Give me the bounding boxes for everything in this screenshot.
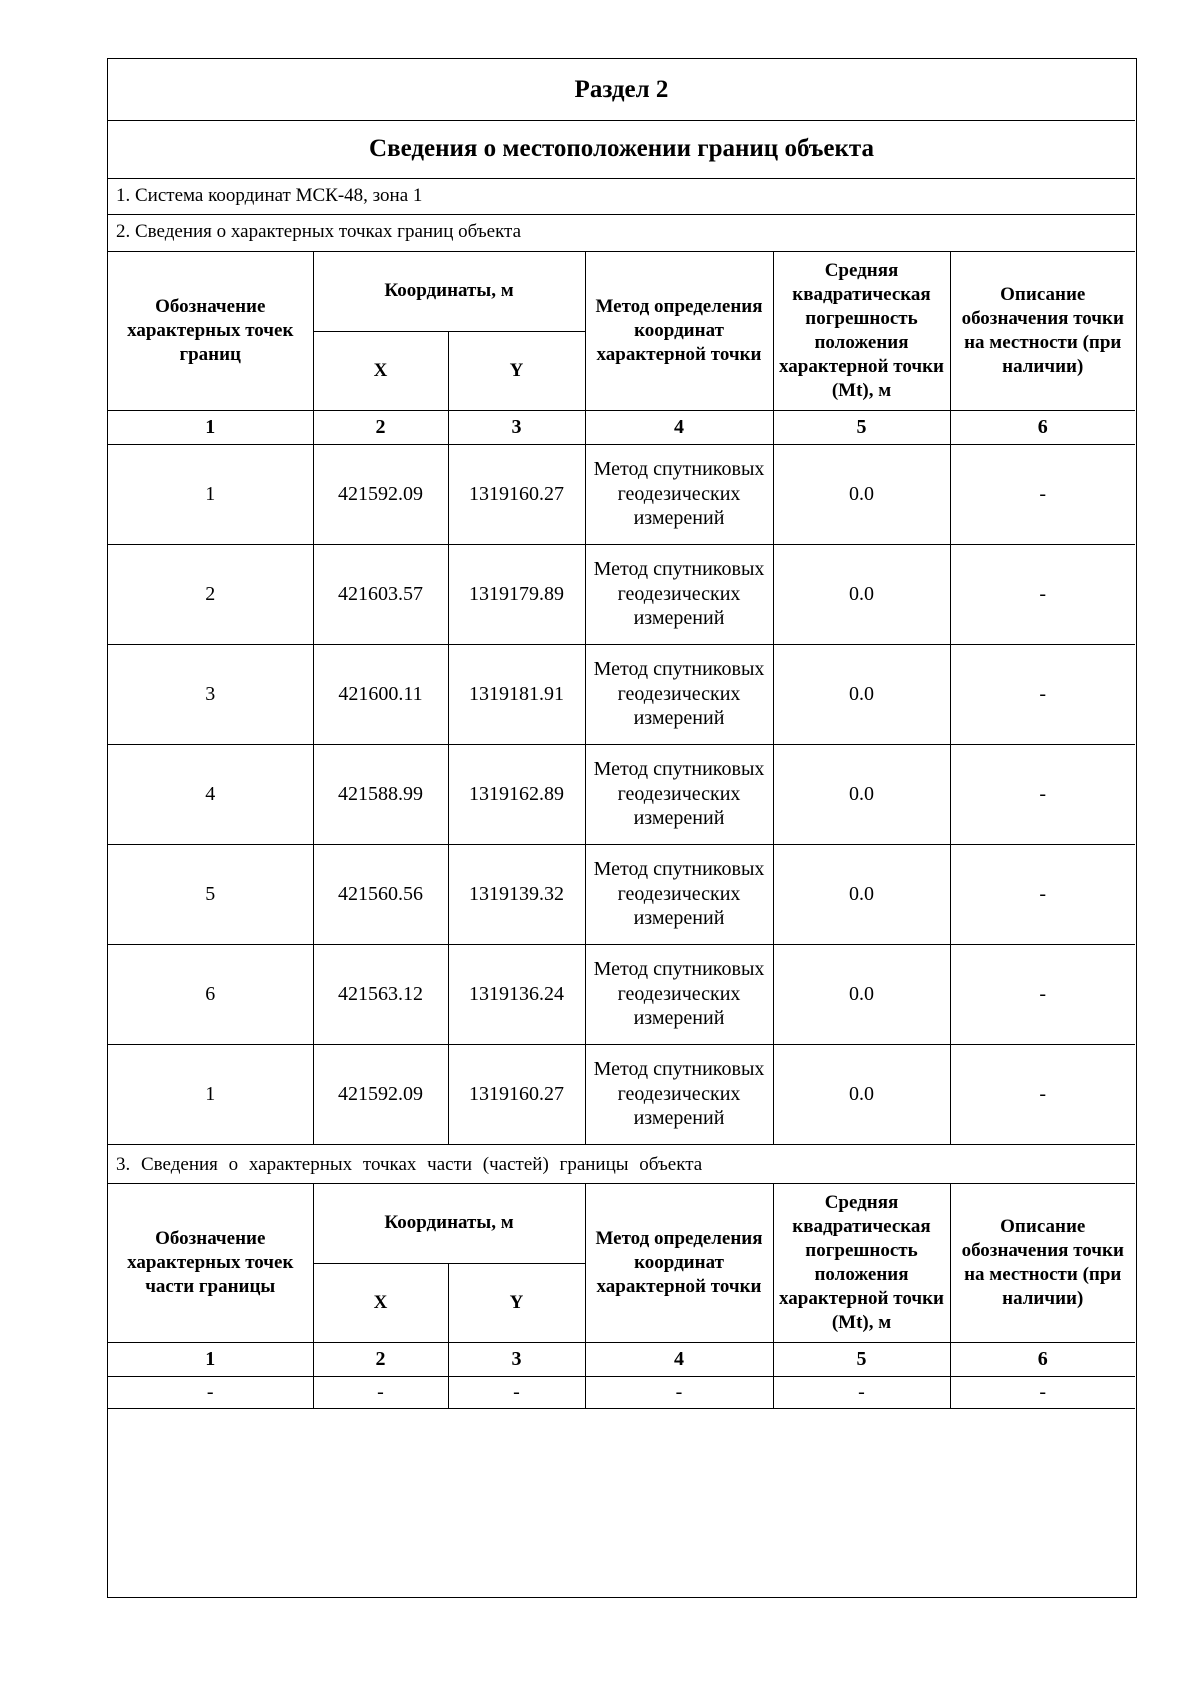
boundary-points-table [108,252,1135,1145]
point-desc: - [950,444,1135,544]
parts-heading: 3. Сведения о характерных точках части (частей) границы объекта [108,1148,1135,1184]
column-number: 2 [313,410,448,444]
point-y: 1319160.27 [448,444,585,544]
point-method: Метод спутниковых геодезических измерений [585,844,773,944]
header-description: Описание обозначения точки на местности (при наличии) [950,252,1135,410]
column-number: 6 [950,1342,1135,1376]
point-desc: - [950,944,1135,1044]
header-y: Y [448,1263,585,1342]
column-number: 3 [448,410,585,444]
header-x: X [313,1263,448,1342]
point-x: 421560.56 [313,844,448,944]
header-coords: Координаты, м [313,1184,585,1263]
header-method: Метод определения координат характерной точки [585,1184,773,1342]
page-subtitle: Сведения о местоположении границ объекта [108,121,1135,179]
point-method: Метод спутниковых геодезических измерений [585,644,773,744]
part-point-y: - [448,1376,585,1408]
column-number-row [108,410,1135,444]
part-point-method: - [585,1376,773,1408]
header-coords: Координаты, м [313,252,585,331]
point-mt: 0.0 [773,744,950,844]
table-row [108,744,1135,844]
point-x: 421588.99 [313,744,448,844]
point-mt: 0.0 [773,544,950,644]
document-frame [107,58,1137,1598]
point-id: 6 [108,944,313,1044]
part-point-desc: - [950,1376,1135,1408]
point-x: 421592.09 [313,444,448,544]
column-number: 5 [773,1342,950,1376]
point-id: 2 [108,544,313,644]
point-method: Метод спутниковых геодезических измерений [585,944,773,1044]
header-designation: Обозначение характерных точек части границы [108,1184,313,1342]
header-error: Средняя квадратическая погрешность положения характерной точки (Mt), м [773,252,950,410]
header-y: Y [448,331,585,410]
table-row [108,544,1135,644]
point-y: 1319179.89 [448,544,585,644]
point-y: 1319162.89 [448,744,585,844]
point-mt: 0.0 [773,644,950,744]
point-x: 421600.11 [313,644,448,744]
table-row [108,444,1135,544]
point-y: 1319181.91 [448,644,585,744]
header-x: X [313,331,448,410]
table-row [108,1376,1135,1408]
column-number: 2 [313,1342,448,1376]
point-mt: 0.0 [773,944,950,1044]
point-y: 1319139.32 [448,844,585,944]
points-heading: 2. Сведения о характерных точках границ объекта [108,215,1135,252]
point-desc: - [950,844,1135,944]
column-number-row [108,1342,1135,1376]
point-desc: - [950,544,1135,644]
point-mt: 0.0 [773,444,950,544]
point-id: 5 [108,844,313,944]
point-desc: - [950,744,1135,844]
point-id: 4 [108,744,313,844]
part-point-x: - [313,1376,448,1408]
column-number: 1 [108,410,313,444]
column-number: 4 [585,410,773,444]
section-title: Раздел 2 [108,59,1135,121]
point-y: 1319160.27 [448,1044,585,1144]
point-id: 1 [108,1044,313,1144]
column-number: 5 [773,410,950,444]
header-error: Средняя квадратическая погрешность положения характерной точки (Mt), м [773,1184,950,1342]
point-y: 1319136.24 [448,944,585,1044]
point-id: 1 [108,444,313,544]
column-number: 1 [108,1342,313,1376]
point-mt: 0.0 [773,1044,950,1144]
point-method: Метод спутниковых геодезических измерений [585,444,773,544]
point-x: 421592.09 [313,1044,448,1144]
point-method: Метод спутниковых геодезических измерений [585,744,773,844]
table-row [108,844,1135,944]
column-number: 4 [585,1342,773,1376]
point-desc: - [950,1044,1135,1144]
point-x: 421603.57 [313,544,448,644]
point-method: Метод спутниковых геодезических измерений [585,1044,773,1144]
point-id: 3 [108,644,313,744]
header-designation: Обозначение характерных точек границ [108,252,313,410]
column-number: 6 [950,410,1135,444]
point-desc: - [950,644,1135,744]
coord-system-line: 1. Система координат МСК-48, зона 1 [108,179,1135,215]
table-row [108,1044,1135,1144]
point-x: 421563.12 [313,944,448,1044]
table-row [108,944,1135,1044]
point-method: Метод спутниковых геодезических измерений [585,544,773,644]
part-point-id: - [108,1376,313,1408]
column-number: 3 [448,1342,585,1376]
part-points-table [108,1184,1135,1409]
header-description: Описание обозначения точки на местности (при наличии) [950,1184,1135,1342]
part-point-mt: - [773,1376,950,1408]
table-row [108,644,1135,744]
header-method: Метод определения координат характерной точки [585,252,773,410]
point-mt: 0.0 [773,844,950,944]
